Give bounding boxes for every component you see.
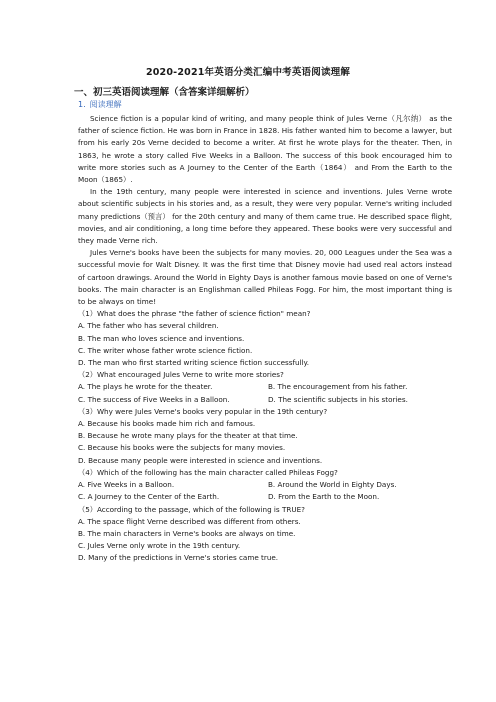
option: B. The main characters in Verne's books are always on time. [78, 528, 296, 538]
option-row [78, 479, 452, 491]
option: C. The writer whose father wrote science fiction. [78, 345, 253, 355]
paragraph: Science fiction is a popular kind of writing, and many people think of Jules Verne（凡尔纳） as the father of science fiction. He was born in France in 1828. His father wanted him to become a lawyer, but from his early 20s Verne decided to become a writer. At first he wrote plays for the theater. Then, in 1863, he wrote a story called Five Weeks in a Balloon. The success of this book encouraged him to write more stories such as A Journey to the Center of the Earth（1864） and From the Earth to the Moon（1865）. [78, 114, 452, 185]
question-stem: （2）What encouraged Jules Verne to write more stories? [78, 370, 284, 380]
option: A. The plays he wrote for the theater. [78, 382, 213, 392]
option: D. The scientific subjects in his stories. [268, 394, 408, 404]
option: D. From the Earth to the Moon. [268, 492, 380, 502]
option: B. Around the World in Eighty Days. [268, 480, 397, 490]
question-stem: （5）According to the passage, which of the following is TRUE? [78, 504, 305, 514]
option: D. The man who first started writing science fiction successfully. [78, 358, 310, 368]
option-row [78, 491, 452, 503]
item-label: 阅读理解 [89, 100, 122, 109]
question-stem: （4）Which of the following has the main character called Phileas Fogg? [78, 467, 338, 477]
option-row [78, 394, 452, 406]
option: C. A Journey to the Center of the Earth. [78, 492, 220, 502]
paragraph: Jules Verne's books have been the subjects for many movies. 20, 000 Leagues under the Sea was a successful movie for Walt Disney. It was the first time that Disney movie had used real actors instead of cartoon drawings. Around the World in Eighty Days is another famous movie based on one of Verne's books. The main character is an Englishman called Phileas Fogg. For him, the most important thing is to be always on time! [78, 248, 452, 307]
option: B. The man who loves science and inventions. [78, 333, 245, 343]
option: D. Many of the predictions in Verne's stories came true. [78, 553, 279, 563]
reading-passage [78, 113, 452, 565]
option-row [78, 381, 452, 393]
document-title: 2020-2021年英语分类汇编中考英语阅读理解 [145, 67, 351, 78]
option: C. The success of Five Weeks in a Balloon. [78, 394, 230, 404]
option: A. The father who has several children. [78, 321, 219, 331]
question-stem: （3）Why were Jules Verne's books very popular in the 19th century? [78, 406, 328, 416]
item-heading [78, 99, 122, 110]
option: A. The space flight Verne described was different from others. [78, 516, 301, 526]
option: C. Jules Verne only wrote in the 19th century. [78, 541, 241, 551]
option: A. Five Weeks in a Balloon. [78, 480, 175, 490]
item-number: 1. [78, 100, 86, 109]
option: C. Because his books were the subjects for many movies. [78, 443, 286, 453]
option: B. The encouragement from his father. [268, 382, 408, 392]
option: A. Because his books made him rich and famous. [78, 419, 256, 429]
option: D. Because many people were interested in science and inventions. [78, 455, 323, 465]
option: B. Because he wrote many plays for the theater at that time. [78, 431, 298, 441]
question-stem: （1）What does the phrase "the father of science fiction" mean? [78, 309, 311, 319]
section-heading: 一、初三英语阅读理解（含答案详细解析） [74, 87, 255, 98]
paragraph: In the 19th century, many people were interested in science and inventions. Jules Verne wrote about scientific subjects in his stories and, as a result, they were very popular. Verne's writing included many predictions（预言） for the 20th century and many of them came true. He described space flight, movies, and air conditioning, a long time before they appeared. These books were very successful and they made Verne rich. [78, 187, 452, 246]
